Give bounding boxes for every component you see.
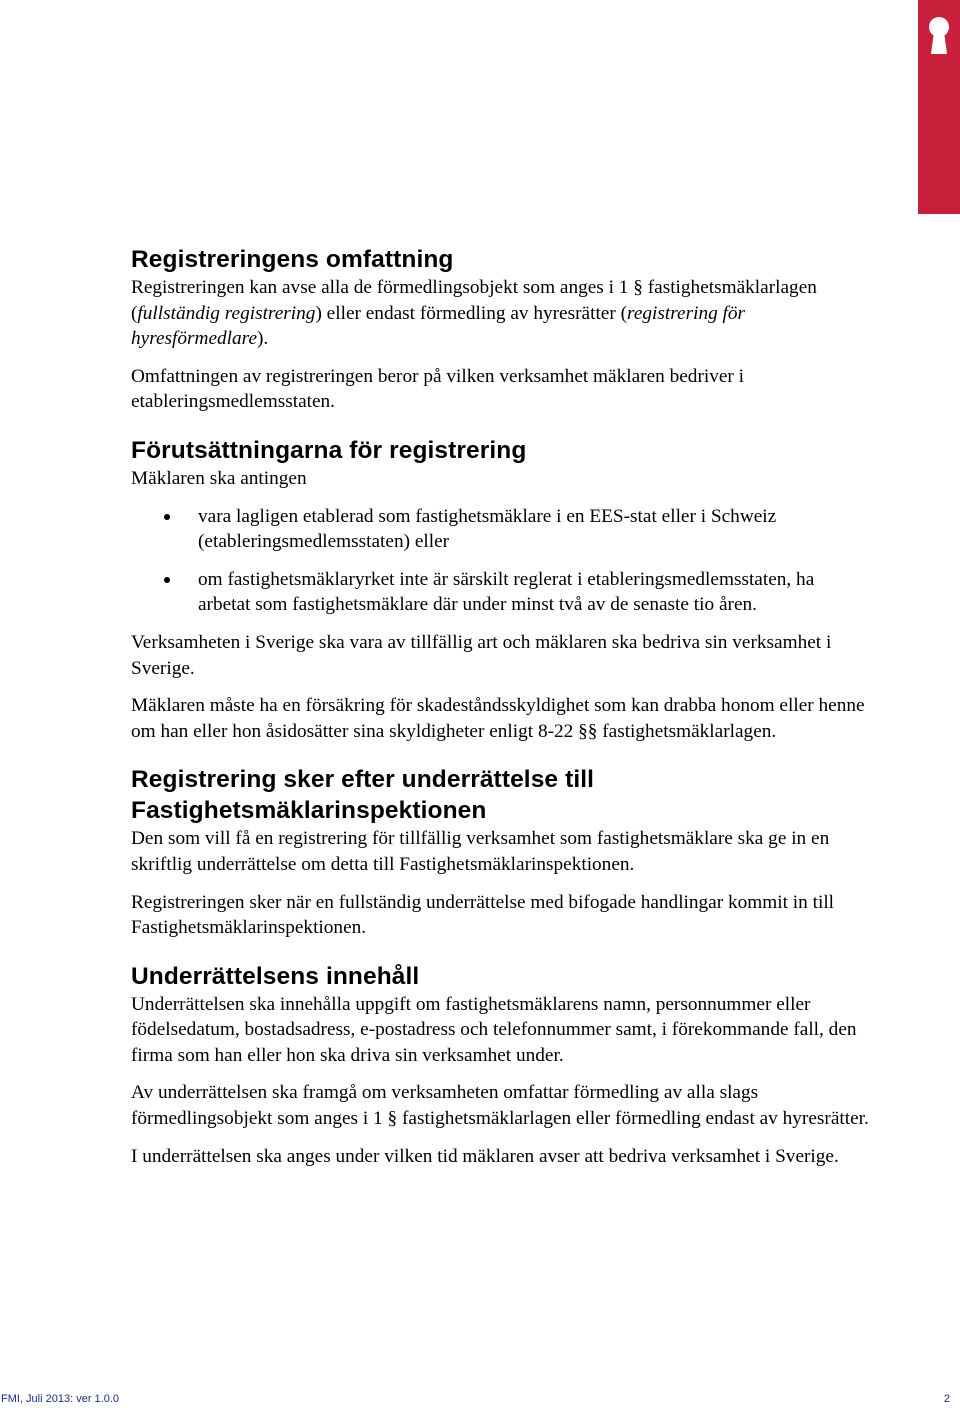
page-number: 2 — [943, 1393, 950, 1405]
paragraph-fullstandig-underrattelse: Registreringen sker när en fullständig underrättelse med bifogade handlingar kommit in till Fastighetsmäklarinspektionen. — [131, 891, 835, 939]
keyhole-icon — [926, 16, 952, 56]
bullet-icon — [164, 514, 170, 520]
paragraph-uppgifter: Underrättelsen ska innehålla uppgift om fastighetsmäklarens namn, personnummer eller födelsedatum, bostadsadress, e-postadress och telefonnummer samt, i förekommande fall, den firma som han eller hon ska driva sin verksamhet under. — [131, 993, 857, 1066]
paragraph-tid: I underrättelsen ska anges under vilken tid mäklaren avser att bedriva verksamhet i Sverige. — [131, 1145, 839, 1167]
heading-underrattelsens-innehall: Underrättelsens innehåll — [131, 962, 420, 990]
paragraph-verksamheten: Verksamheten i Sverige ska vara av tillfällig art och mäklaren ska bedriva sin verksamhet i Sverige. — [131, 631, 832, 679]
document-body — [131, 244, 871, 1169]
paragraph-formedlingsobjekt: Av underrättelsen ska framgå om verksamheten omfattar förmedling av alla slags förmedlingsobjekt som anges i 1 § fastighetsmäklarlagen eller förmedling endast av hyresrätter. — [131, 1082, 869, 1130]
footer-version: FMI, Juli 2013: ver 1.0.0 — [1, 1393, 119, 1405]
paragraph-maklaren-antingen: Mäklaren ska antingen — [131, 467, 307, 489]
paragraph-omfattning: Omfattningen av registreringen beror på vilken verksamhet mäklaren bedriver i etableringsmedlemsstaten. — [131, 365, 745, 413]
heading-registrering-underrattelse: Registrering sker efter underrättelse till Fastighetsmäklarinspektionen — [131, 766, 595, 825]
paragraph-registrering-scope: Registreringen kan avse alla de förmedlingsobjekt som anges i 1 § fastighetsmäklarlagen (fullständig registrering) eller endast förmedling av hyresrätter (registrering för hyresförmedlare). — [131, 277, 817, 350]
requirements-list — [131, 504, 871, 618]
bullet-icon — [164, 577, 170, 583]
page-footer — [0, 1392, 960, 1406]
paragraph-skriftlig-underrattelse: Den som vill få en registrering för tillfällig verksamhet som fastighetsmäklare ska ge in en skriftlig underrättelse om detta till Fastighetsmäklarinspektionen. — [131, 828, 830, 875]
brand-tab — [918, 0, 960, 214]
heading-registreringens-omfattning: Registreringens omfattning — [131, 246, 454, 273]
heading-forutsattningarna: Förutsättningarna för registrering — [131, 436, 527, 464]
list-item: vara lagligen etablerad som fastighetsmäklare i en EES-stat eller i Schweiz (etableringsmedlemsstaten) eller — [131, 504, 871, 555]
paragraph-forsakring: Mäklaren måste ha en försäkring för skadeståndsskyldighet som kan drabba honom eller henne om han eller hon åsidosätter sina skyldigheter enligt 8-22 §§ fastighetsmäklarlagen. — [131, 695, 865, 742]
list-item: om fastighetsmäklaryrket inte är särskilt reglerat i etableringsmedlemsstaten, ha arbetat som fastighetsmäklare där under minst två av de senaste tio åren. — [131, 567, 871, 618]
